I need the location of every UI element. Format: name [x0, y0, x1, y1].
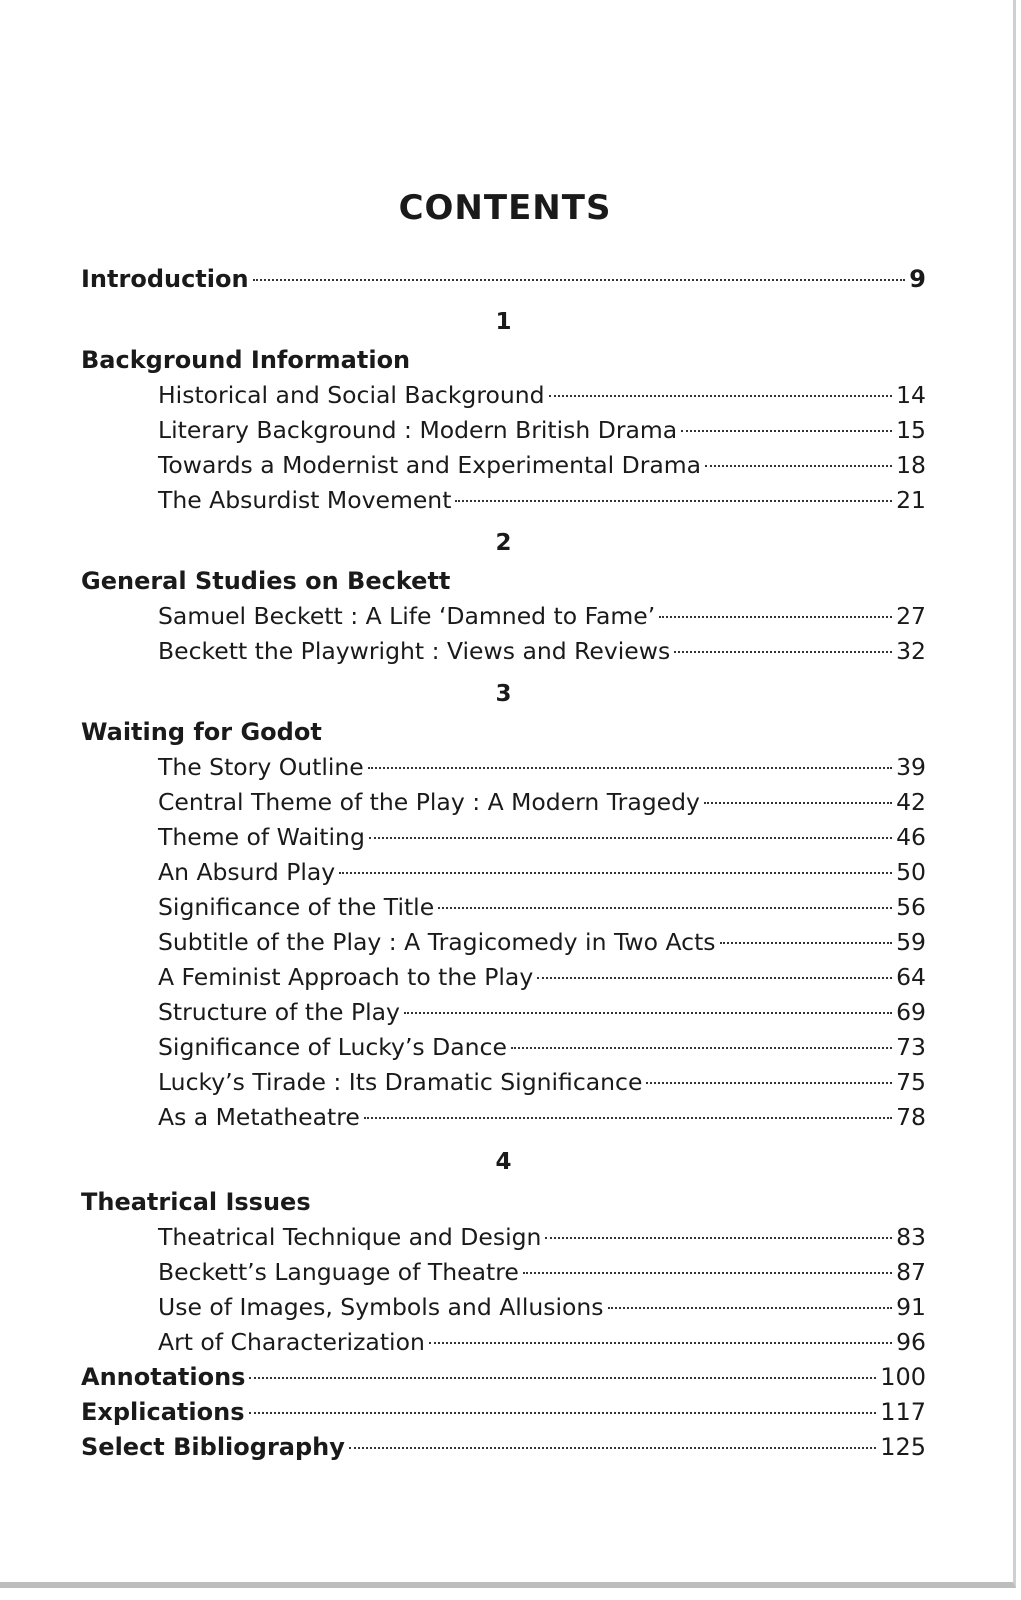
toc-entry-title: The Story Outline — [158, 753, 364, 781]
toc-entry[interactable] — [81, 1255, 926, 1290]
toc-entry-page: 46 — [896, 823, 926, 851]
chapter-number: 3 — [495, 681, 512, 707]
page-title: CONTENTS — [398, 188, 612, 228]
dot-leader — [659, 616, 892, 618]
toc-entry-title: Samuel Beckett : A Life ‘Damned to Fame’ — [158, 602, 656, 630]
toc-entry-title: Central Theme of the Play : A Modern Tragedy — [158, 788, 700, 816]
toc-entry-title: The Absurdist Movement — [158, 486, 452, 514]
toc-entry[interactable] — [81, 960, 926, 995]
toc-entry-page: 100 — [880, 1363, 926, 1391]
toc-entry-page: 42 — [896, 788, 926, 816]
toc-entry-page: 91 — [896, 1293, 926, 1321]
toc-entry[interactable] — [81, 1065, 926, 1100]
toc-entry-title: A Feminist Approach to the Play — [158, 963, 534, 991]
toc-entry-title: Annotations — [81, 1363, 246, 1391]
toc-entry[interactable] — [81, 1030, 926, 1065]
toc-entry-page: 73 — [896, 1033, 926, 1061]
toc-entry-page: 56 — [896, 893, 926, 921]
toc-entry-title: Significance of Lucky’s Dance — [158, 1033, 507, 1061]
dot-leader — [646, 1082, 892, 1084]
toc-entry[interactable] — [81, 448, 926, 483]
toc-entry[interactable] — [81, 1325, 926, 1360]
dot-leader — [705, 465, 892, 467]
chapter-number: 4 — [495, 1149, 512, 1175]
dot-leader — [608, 1307, 893, 1309]
toc-entry-title: Lucky’s Tirade : Its Dramatic Significance — [158, 1068, 643, 1096]
toc-entry[interactable] — [81, 925, 926, 960]
dot-leader — [364, 1117, 892, 1119]
chapter-number: 2 — [495, 530, 512, 556]
toc-entry-title: Subtitle of the Play : A Tragicomedy in Two Acts — [158, 928, 716, 956]
dot-leader — [674, 651, 892, 653]
toc-entry-explications[interactable] — [81, 1395, 926, 1430]
dot-leader — [253, 279, 906, 281]
dot-leader — [429, 1342, 892, 1344]
toc-entry-title: Historical and Social Background — [158, 381, 545, 409]
toc-entry-title: Beckett’s Language of Theatre — [158, 1258, 519, 1286]
chapter-heading: Theatrical Issues — [81, 1188, 311, 1216]
toc-entry-page: 14 — [896, 381, 926, 409]
toc-entry[interactable] — [81, 820, 926, 855]
toc-entry-page: 50 — [896, 858, 926, 886]
toc-entry[interactable] — [81, 855, 926, 890]
toc-entry-title: As a Metatheatre — [158, 1103, 360, 1131]
chapter-heading: Background Information — [81, 346, 411, 374]
toc-entry-annotations[interactable] — [81, 1360, 926, 1395]
toc-entry[interactable] — [81, 413, 926, 448]
toc-entry-title: Art of Characterization — [158, 1328, 425, 1356]
toc-entry-page: 69 — [896, 998, 926, 1026]
dot-leader — [249, 1412, 877, 1414]
toc-entry-page: 83 — [896, 1223, 926, 1251]
toc-entry-title: Theme of Waiting — [158, 823, 365, 851]
toc-entry-introduction[interactable] — [81, 262, 926, 297]
dot-leader — [681, 430, 892, 432]
toc-entry-title: Theatrical Technique and Design — [158, 1223, 542, 1251]
dot-leader — [368, 767, 892, 769]
toc-entry-page: 117 — [880, 1398, 926, 1426]
toc-entry[interactable] — [81, 483, 926, 518]
dot-leader — [438, 907, 892, 909]
toc-entry-page: 64 — [896, 963, 926, 991]
toc-entry-title: Towards a Modernist and Experimental Drama — [158, 451, 702, 479]
toc-entry-page: 21 — [896, 486, 926, 514]
toc-entry-page: 125 — [880, 1433, 926, 1461]
dot-leader — [369, 837, 892, 839]
toc-entry-title: Use of Images, Symbols and Allusions — [158, 1293, 604, 1321]
toc-entry-page: 59 — [896, 928, 926, 956]
dot-leader — [523, 1272, 892, 1274]
toc-entry-page: 39 — [896, 753, 926, 781]
chapter-heading: Waiting for Godot — [81, 718, 322, 746]
toc-entry-page: 18 — [896, 451, 926, 479]
toc-entry-title: Literary Background : Modern British Drama — [158, 416, 678, 444]
toc-entry[interactable] — [81, 890, 926, 925]
table-of-contents — [81, 262, 926, 1465]
dot-leader — [549, 395, 893, 397]
dot-leader — [545, 1237, 892, 1239]
toc-entry-page: 75 — [896, 1068, 926, 1096]
chapter-heading: General Studies on Beckett — [81, 567, 451, 595]
dot-leader — [349, 1447, 876, 1449]
dot-leader — [455, 500, 892, 502]
toc-entry-page: 96 — [896, 1328, 926, 1356]
dot-leader — [404, 1012, 892, 1014]
toc-entry-title: Select Bibliography — [81, 1433, 345, 1461]
toc-entry-page: 87 — [896, 1258, 926, 1286]
toc-entry-title: Explications — [81, 1398, 245, 1426]
toc-entry[interactable] — [81, 1220, 926, 1255]
toc-entry-title: Introduction — [81, 265, 249, 293]
toc-entry-page: 27 — [896, 602, 926, 630]
toc-entry[interactable] — [81, 1100, 926, 1135]
toc-entry[interactable] — [81, 634, 926, 669]
toc-entry[interactable] — [81, 750, 926, 785]
toc-entry[interactable] — [81, 378, 926, 413]
dot-leader — [511, 1047, 892, 1049]
dot-leader — [339, 872, 892, 874]
dot-leader — [720, 942, 893, 944]
toc-entry-bibliography[interactable] — [81, 1430, 926, 1465]
dot-leader — [249, 1377, 876, 1379]
toc-entry-page: 15 — [896, 416, 926, 444]
dot-leader — [704, 802, 892, 804]
toc-entry-title: An Absurd Play — [158, 858, 336, 886]
toc-entry-page: 78 — [896, 1103, 926, 1131]
toc-entry-page: 9 — [909, 265, 926, 293]
toc-entry-title: Significance of the Title — [158, 893, 435, 921]
toc-entry-page: 32 — [896, 637, 926, 665]
toc-entry[interactable] — [81, 599, 926, 634]
toc-entry[interactable] — [81, 1290, 926, 1325]
toc-entry[interactable] — [81, 785, 926, 820]
toc-entry-title: Beckett the Playwright : Views and Reviews — [158, 637, 671, 665]
chapter-number: 1 — [495, 309, 512, 335]
toc-entry-title: Structure of the Play — [158, 998, 400, 1026]
toc-entry[interactable] — [81, 995, 926, 1030]
dot-leader — [537, 977, 892, 979]
